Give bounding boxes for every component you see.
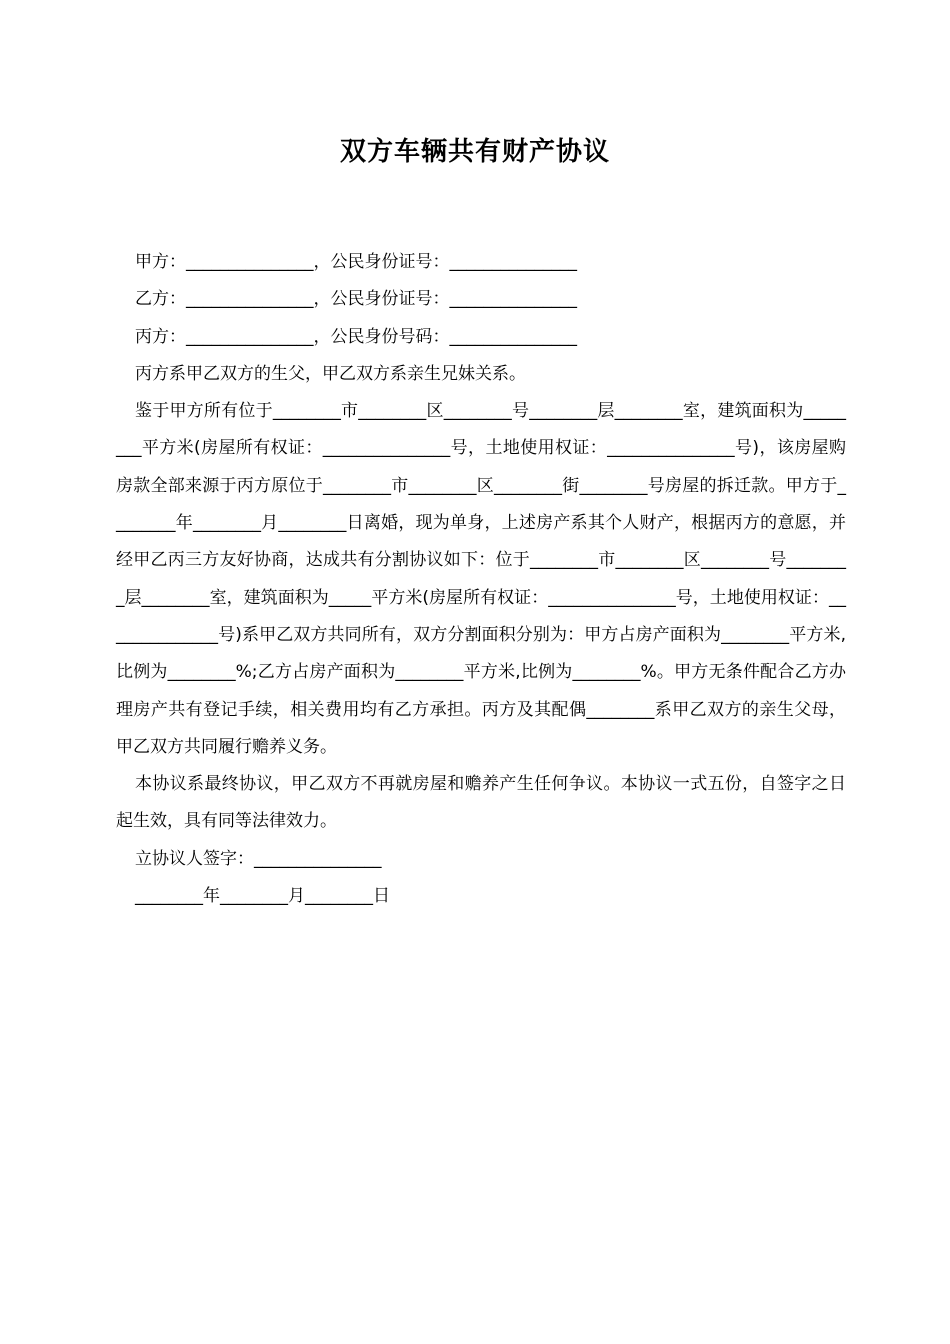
party-b-line: 乙方：_______________，公民身份证号：_______________	[135, 289, 577, 310]
final-clause-paragraph: 本协议系最终协议，甲乙双方不再就房屋和赡养产生任何争议。本协议一式五份，自签字之日起生效，具有同等法律效力。	[116, 774, 846, 832]
main-clause-paragraph: 鉴于甲方所有位于________市________区________号________层________室，建筑面积为________平方米(房屋所有权证：_______________号，土地使用权证：_______________号)，该房屋购房款全部来源于丙方原位于________市________区________街________号房屋的拆迁款。甲方于________年________月________日离婚，现为单身，上述房产系其个人财产，根据丙方的意愿，并经甲乙丙三方友好协商，达成共有分割协议如下：位于________市________区________号________层________室，建筑面积为_____平方米(房屋所有权证：_______________号，土地使用权证：______________号)系甲乙双方共同所有，双方分割面积分别为：甲方占房产面积为________平方米,比例为________%;乙方占房产面积为________平方米,比例为________%。甲方无条件配合乙方办理房产共有登记手续，相关费用均有乙方承担。丙方及其配偶________系甲乙双方的亲生父母，甲乙双方共同履行赡养义务。	[116, 401, 846, 757]
party-c-line: 丙方：_______________，公民身份号码：_______________	[135, 326, 577, 347]
relation-statement: 丙方系甲乙双方的生父，甲乙双方系亲生兄妹关系。	[135, 363, 526, 384]
document-body	[116, 244, 846, 915]
date-line: ________年________月________日	[135, 886, 390, 907]
document-title: 双方车辆共有财产协议	[339, 137, 610, 167]
signature-line: 立协议人签字：_______________	[135, 848, 382, 869]
party-a-line: 甲方：_______________，公民身份证号：_______________	[135, 252, 577, 272]
